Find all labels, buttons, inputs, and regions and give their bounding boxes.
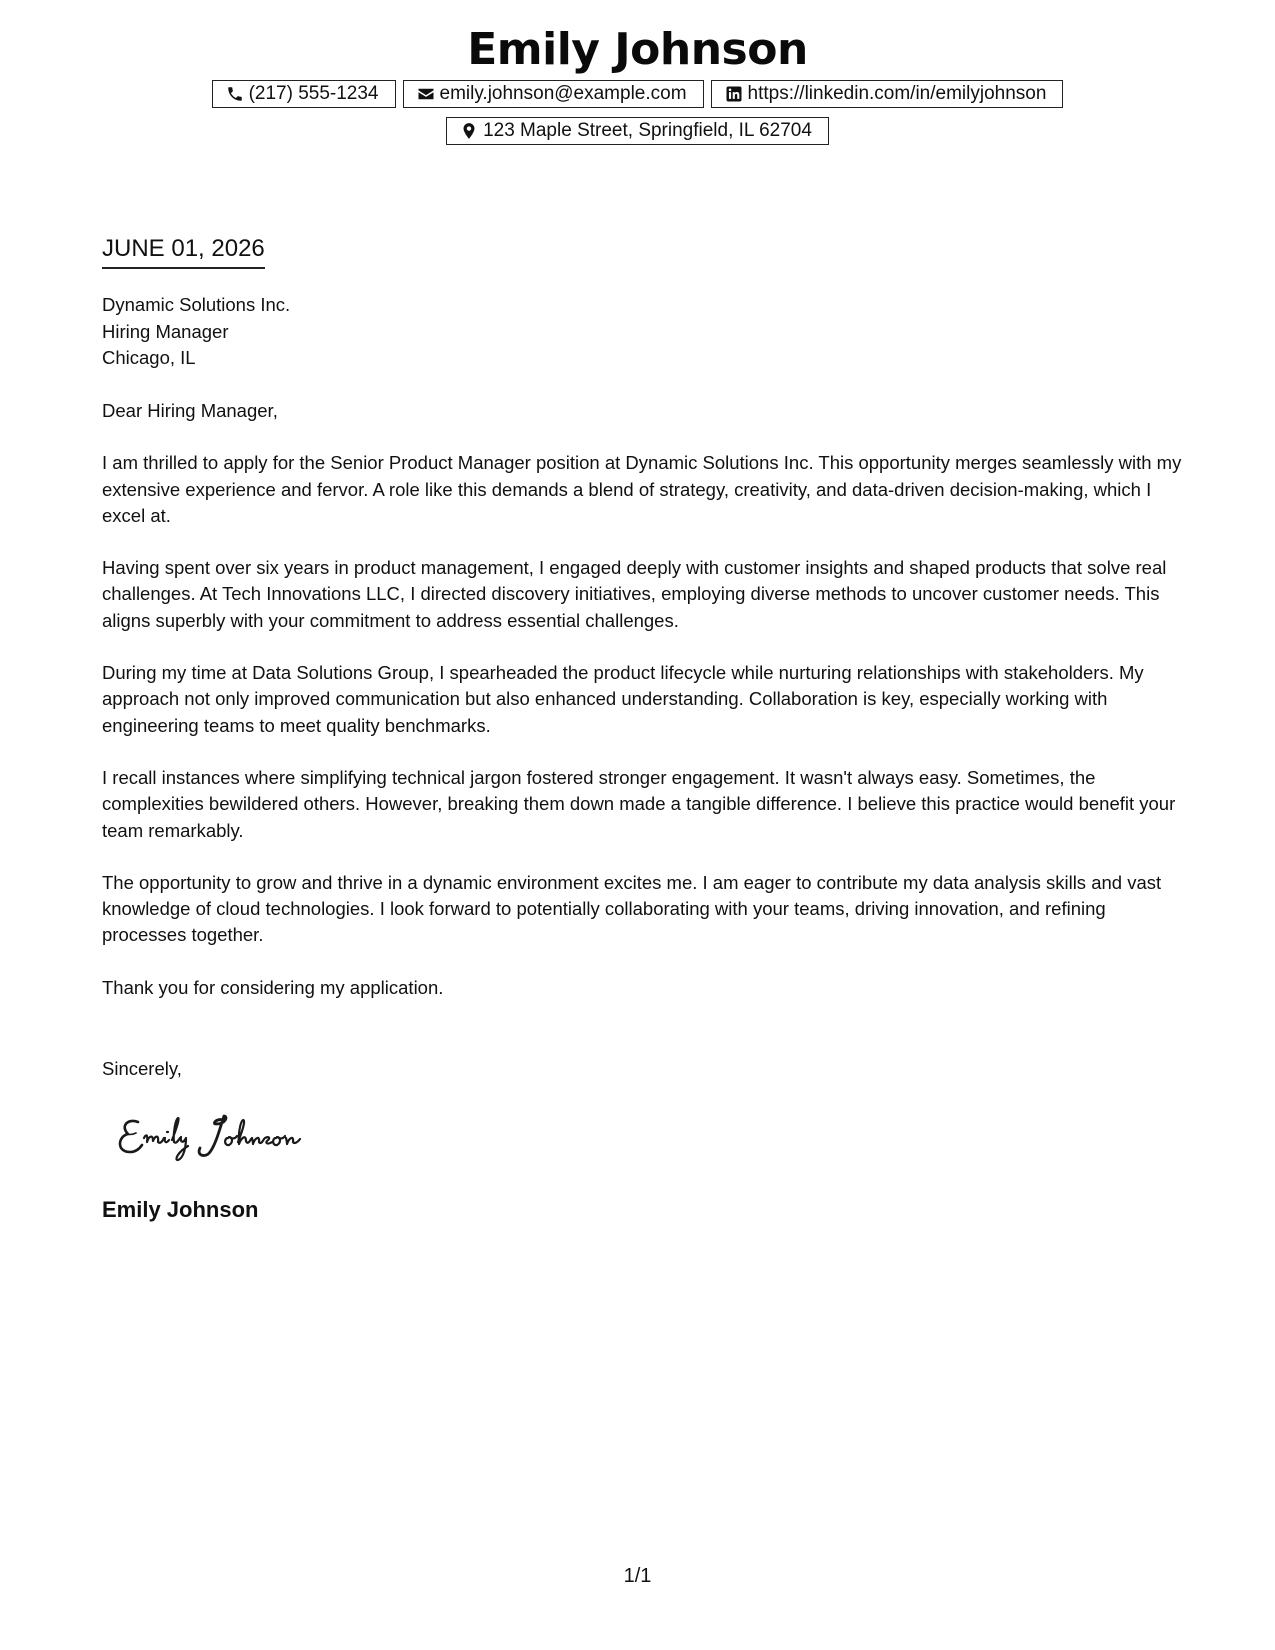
signature-text: Emily Johnson: [116, 1108, 123, 1109]
body-paragraph: During my time at Data Solutions Group, I spearheaded the product lifecycle while nurturing relationships with stakeholders. My approach not only improved communication but also enhanced understanding. Collaboration is key, especially working with engineering teams to meet quality benchmarks.: [102, 662, 1144, 736]
body-paragraph: Having spent over six years in product management, I engaged deeply with customer insights and shaped products that solve real challenges. At Tech Innovations LLC, I directed discovery initiatives, employing diverse methods to uncover customer needs. This aligns superbly with your commitment to address essential challenges.: [102, 557, 1167, 631]
contact-info-row-address: [0, 117, 1275, 145]
contact-info-row: [0, 80, 1275, 108]
linkedin-icon: [725, 85, 743, 103]
handwritten-signature: [116, 1108, 356, 1168]
body-paragraph: The opportunity to grow and thrive in a dynamic environment excites me. I am eager to contribute my data analysis skills and vast knowledge of cloud technologies. I look forward to potentially collaborating with your teams, driving innovation, and refining processes together.: [102, 871, 1162, 946]
email-address: emily.johnson@example.com: [439, 83, 687, 104]
letter-date: JUNE 01, 2026: [102, 234, 265, 269]
recipient-title: Hiring Manager: [102, 320, 229, 342]
address-contact-chip[interactable]: [446, 117, 829, 145]
salutation: Dear Hiring Manager,: [102, 400, 278, 421]
recipient-location: Chicago, IL: [102, 347, 196, 368]
linkedin-url: https://linkedin.com/in/emilyjohnson: [747, 83, 1047, 104]
page-number: 1/1: [623, 1565, 652, 1587]
letter-body: [102, 398, 1182, 1027]
body-paragraph: I am thrilled to apply for the Senior Product Manager position at Dynamic Solutions Inc. This opportunity merges seamlessly with my extensive experience and fervor. A role like this demands a blend of strategy, creativity, and data-driven decision-making, which I excel at.: [102, 452, 1182, 526]
phone-number: (217) 555-1234: [248, 83, 379, 104]
street-address: 123 Maple Street, Springfield, IL 62704: [483, 120, 812, 141]
phone-contact-chip[interactable]: [212, 80, 396, 108]
email-contact-chip[interactable]: [403, 80, 704, 108]
body-paragraph: I recall instances where simplifying technical jargon fostered stronger engagement. It wasn't always easy. Sometimes, the complexities bewildered others. However, breaking them down made a tangible difference. I believe this practice would benefit your team remarkably.: [102, 766, 1176, 841]
linkedin-contact-chip[interactable]: [711, 80, 1064, 108]
envelope-icon: [417, 85, 435, 103]
thank-you-paragraph: Thank you for considering my application.: [102, 976, 444, 998]
closing-phrase: Sincerely,: [102, 1058, 182, 1079]
recipient-block: [102, 292, 290, 372]
phone-icon: [226, 85, 244, 103]
map-marker-icon: [460, 122, 478, 140]
applicant-name-heading: Emily Johnson: [467, 24, 808, 75]
recipient-company: Dynamic Solutions Inc.: [102, 294, 291, 315]
signer-name: Emily Johnson: [102, 1197, 259, 1222]
